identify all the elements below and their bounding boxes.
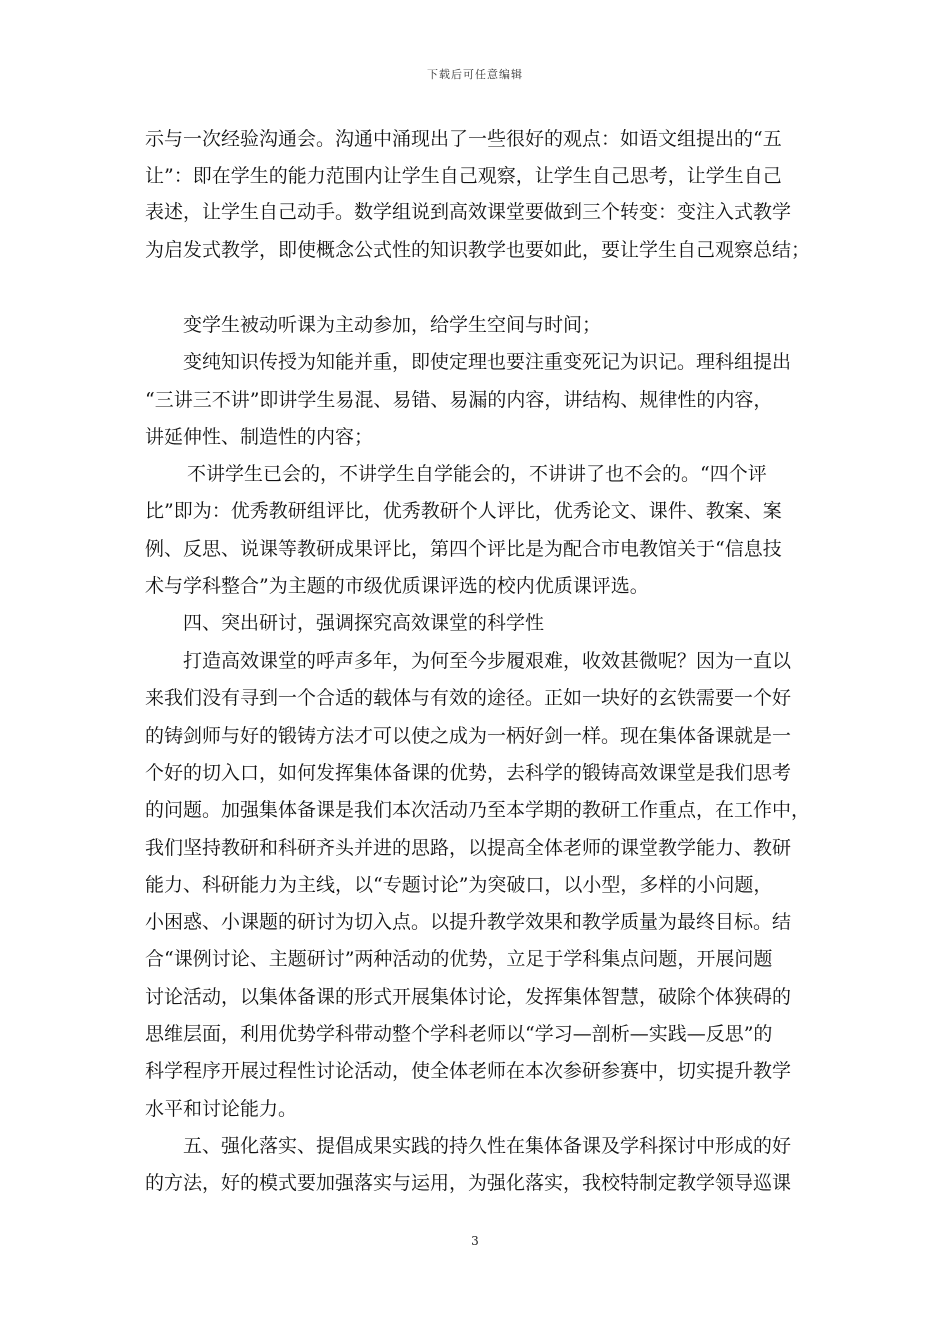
text-line: 我们坚持教研和科研齐头并进的思路，以提高全体老师的课堂教学能力、教研 [145, 837, 792, 859]
text-line: 打造高效课堂的呼声多年，为何至今步履艰难，收效甚微呢？因为一直以 [183, 650, 792, 672]
section-heading: 五、强化落实、提倡成果实践的持久性在集体备课及学科探讨中形成的好 [183, 1135, 792, 1157]
text-line: 的问题。加强集体备课是我们本次活动乃至本学期的教研工作重点，在工作中， [145, 799, 811, 821]
text-line: 不讲学生已会的，不讲学生自学能会的，不讲讲了也不会的。“四个评 [187, 463, 767, 485]
text-line: 例、反思、说课等教研成果评比，第四个评比是为配合市电教馆关于“信息技 [145, 538, 782, 560]
text-line: 来我们没有寻到一个合适的载体与有效的途径。正如一块好的玄铁需要一个好 [145, 687, 792, 709]
text-line: 个好的切入口，如何发挥集体备课的优势，去科学的锻铸高效课堂是我们思考 [145, 762, 792, 784]
text-line: 变纯知识传授为知能并重，即使定理也要注重变死记为识记。理科组提出 [183, 351, 792, 373]
text-line: “三讲三不讲”即讲学生易混、易错、易漏的内容，讲结构、规律性的内容， [145, 389, 773, 411]
page-header: 下载后可任意编辑 [427, 68, 523, 81]
text-line: 让”：即在学生的能力范围内让学生自己观察，让学生自己思考，让学生自己 [145, 165, 782, 187]
text-line: 水平和讨论能力。 [145, 1098, 298, 1120]
text-line: 为启发式教学，即使概念公式性的知识教学也要如此，要让学生自己观察总结； [145, 239, 811, 261]
text-line: 合“课例讨论、主题研讨”两种活动的优势，立足于学科集点问题，开展问题 [145, 948, 773, 970]
text-line: 变学生被动听课为主动参加，给学生空间与时间； [183, 314, 602, 336]
text-line: 讨论活动，以集体备课的形式开展集体讨论，发挥集体智慧，破除个体狭碍的 [145, 986, 792, 1008]
text-line: 讲延伸性、制造性的内容； [145, 426, 374, 448]
text-line: 表述，让学生自己动手。数学组说到高效课堂要做到三个转变：变注入式教学 [145, 201, 792, 223]
section-heading: 四、突出研讨，强调探究高效课堂的科学性 [183, 612, 545, 634]
text-line: 的铸剑师与好的锻铸方法才可以使之成为一柄好剑一样。现在集体备课就是一 [145, 725, 792, 747]
text-line: 思维层面，利用优势学科带动整个学科老师以“学习—剖析—实践—反思”的 [145, 1023, 773, 1045]
text-line: 比”即为：优秀教研组评比，优秀教研个人评比，优秀论文、课件、教案、案 [145, 500, 782, 522]
text-line: 术与学科整合”为主题的市级优质课评选的校内优质课评选。 [145, 575, 649, 597]
text-line: 的方法，好的模式要加强落实与运用，为强化落实，我校特制定教学领导巡课 [145, 1172, 792, 1194]
text-line: 科学程序开展过程性讨论活动，使全体老师在本次参研参赛中，切实提升教学 [145, 1060, 792, 1082]
text-line: 小困惑、小课题的研讨为切入点。以提升教学效果和教学质量为最终目标。结 [145, 911, 792, 933]
text-line: 示与一次经验沟通会。沟通中涌现出了一些很好的观点：如语文组提出的“五 [145, 128, 782, 150]
text-line: 能力、科研能力为主线，以“专题讨论”为突破口，以小型，多样的小问题， [145, 874, 773, 896]
page-number: 3 [471, 1234, 479, 1248]
